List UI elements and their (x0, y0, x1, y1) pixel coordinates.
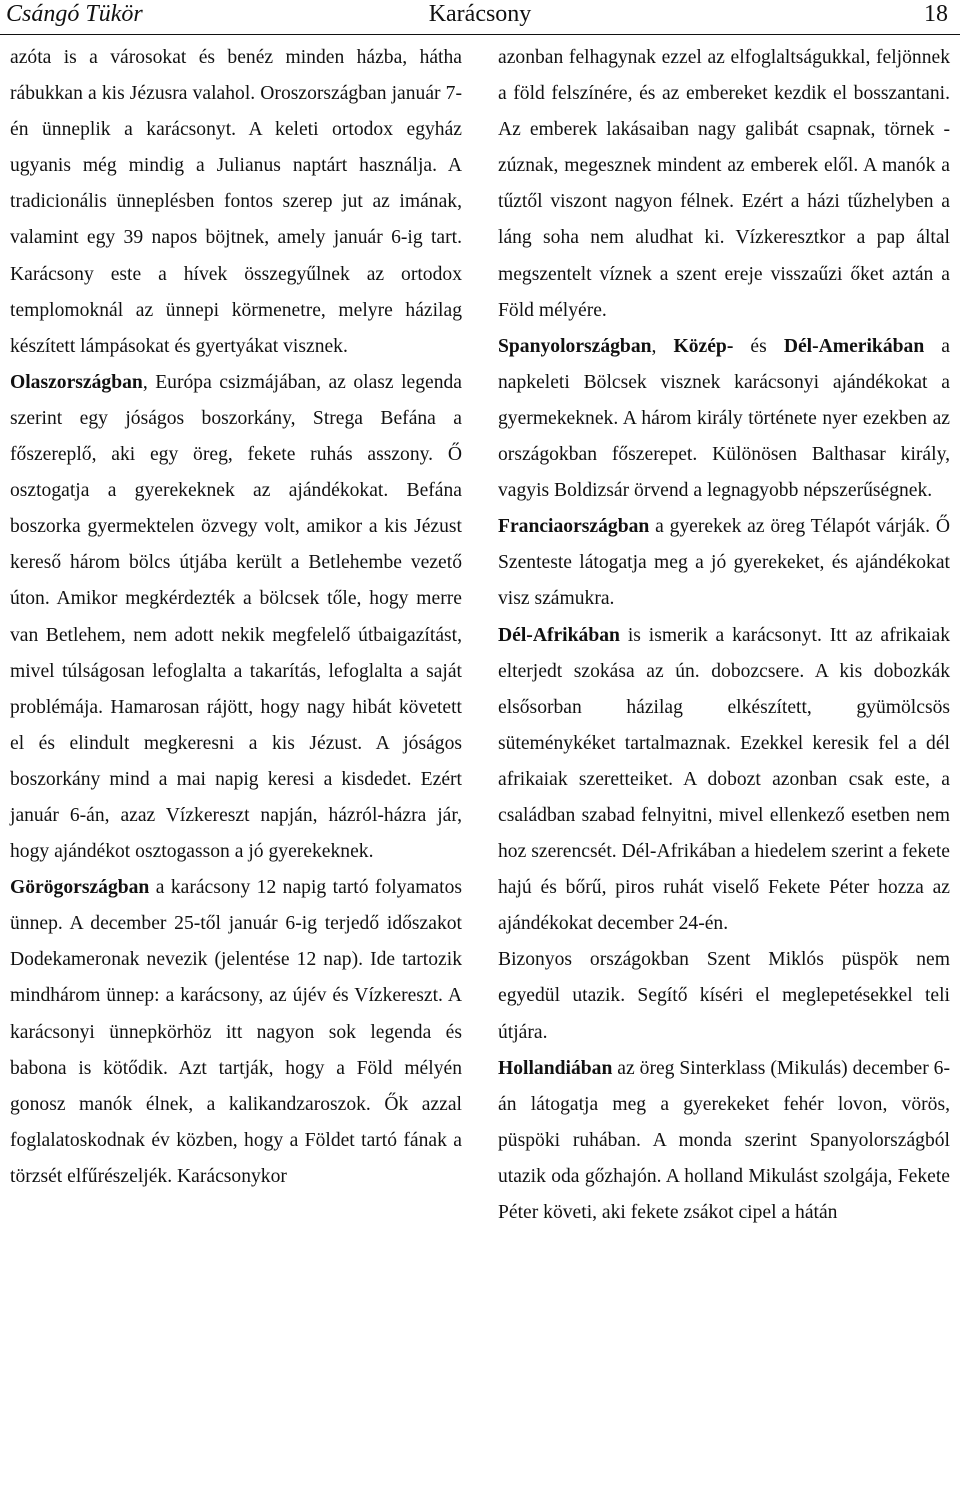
paragraph-south-africa: Dél-Afrikában is ismerik a karácsonyt. Itt az afrikaiak elterjedt szokása az ún. dobozcsere. A kis dobozkák elsősorban házilag elkészített, gyümölcsös süteménykéket tartalmaznak. Ezekkel keresik fel a dél afrikaiak szeretteiket. A dobozt azonban csak este, a családban szabad felnyitni, mivel ellenkező esetben nem hoz szerencsét. Dél-Afrikában a hiedelem szerint a fekete hajú és bőrű, piros ruhát viselő Fekete Péter hozza az ajándékokat december 24-én. (498, 624, 950, 935)
left-column (10, 40, 462, 1195)
paragraph-russia: azóta is a városokat és benéz minden házba, hátha rábukkan a kis Jézusra valahol. Oroszországban január 7-én ünneplik a karácsonyt. A keleti ortodox egyház ugyanis még mindig a Julianus naptárt használja. A tradicionális ünneplésben fontos szerep jut az imának, valamint egy 39 napos böjtnek, amely január 6-ig tart. Karácsony este a hívek összegyűlnek az ortodox templomoknál az ünnepi körmenetre, melyre házilag készített lámpásokat és gyertyákat visznek. (10, 47, 462, 357)
region-south-america: Dél-Amerikában (783, 335, 925, 357)
publication-title: Csángó Tükör (6, 1, 143, 27)
paragraph-italy: Olaszországban, Európa csizmájában, az olasz legenda szerint egy jóságos boszorkány, Strega Befána a főszereplő, aki egy öreg, fekete ruhás asszony. Ő osztogatja a gyerekeknek az ajándékokat. Befána boszorka gyermektelen özvegy volt, amikor a kis Jézust kereső három bölcs útjába került a Betlehembe vezető úton. Amikor megkérdezték a bölcsek tőle, hogy merre van Betlehem, nem adott nekik megfelelő útbaigazítást, mivel túlságosan lefoglalta a takarítás, lefoglalta a saját problémája. Hamarosan rájött, hogy nagy hibát követett el és elindult megkeresni a kis Jézust. A jóságos boszorkány mind a mai napig keresi a kisdedet. Ezért január 6-án, azaz Vízkereszt napján, házról-házra jár, hogy ajándékot osztogasson a jó gyerekeknek. (10, 371, 462, 863)
country-spain: Spanyolországban (498, 335, 652, 357)
running-header (0, 0, 960, 35)
page-number: 18 (924, 1, 948, 27)
paragraph-france: Franciaországban a gyerekek az öreg Télapót várják. Ő Szenteste látogatja meg a jó gyerekeket, és ajándékokat visz számukra. (498, 516, 950, 610)
country-italy: Olaszországban (10, 371, 143, 393)
region-central-america: Közép- (673, 335, 734, 357)
country-france: Franciaországban (498, 516, 650, 538)
paragraph-saint-nicholas: Bizonyos országokban Szent Miklós püspök nem egyedül utazik. Segítő kíséri el meglepetésekkel teli útjára. (498, 949, 950, 1043)
right-column (498, 40, 950, 1231)
paragraph-greece: Görögországban a karácsony 12 napig tartó folyamatos ünnep. A december 25-től január 6-ig terjedő időszakot Dodekameronak nevezik (jelentése 12 nap). Ide tartozik mindhárom ünnep: a karácsony, az újév és Vízkereszt. A karácsonyi ünnepkörhöz itt nagyon sok legenda és babona is kötődik. Azt tartják, hogy a Föld mélyén gonosz manók élnek, a kalikandzaroszok. Ők azzal foglalatoskodnak év közben, hogy a Földet tartó fának a törzsét elfűrészeljék. Karácsonykor (10, 877, 462, 1187)
country-greece: Görögországban (10, 877, 150, 899)
section-title: Karácsony (428, 1, 532, 27)
country-netherlands: Hollandiában (498, 1057, 613, 1079)
country-south-africa: Dél-Afrikában (498, 624, 620, 646)
paragraph-netherlands: Hollandiában az öreg Sinterklass (Mikulás) december 6-án látogatja meg a gyerekeket fehér lovon, vörös, püspöki ruhában. A monda szerint Spanyolországból utazik oda gőzhajón. A holland Mikulást szolgája, Fekete Péter követi, aki fekete zsákot cipel a hátán (498, 1057, 950, 1223)
paragraph-spain: Spanyolországban, Közép- és Dél-Amerikában a napkeleti Bölcsek visznek karácsonyi ajándékokat a gyermekeknek. A három király története nyer ezekben az országokban főszerepet. Különösen Balthasar király, vagyis Boldizsár örvend a legnagyobb népszerűségnek. (498, 335, 950, 502)
paragraph-greece-cont: azonban felhagynak ezzel az elfoglaltságukkal, feljönnek a föld felszínére, és az embereket kezdik el bosszantani. Az emberek lakásaiban nagy galibát csapnak, törnek - zúznak, megesznek mindent az emberek elől. A manók a tűztől viszont nagyon félnek. Ezért a házi tűzhelyben a láng soha nem aludhat ki. Vízkeresztkor a pap által megszentelt víznek a szent ereje visszaűzi őket aztán a Föld mélyére. (498, 47, 950, 321)
